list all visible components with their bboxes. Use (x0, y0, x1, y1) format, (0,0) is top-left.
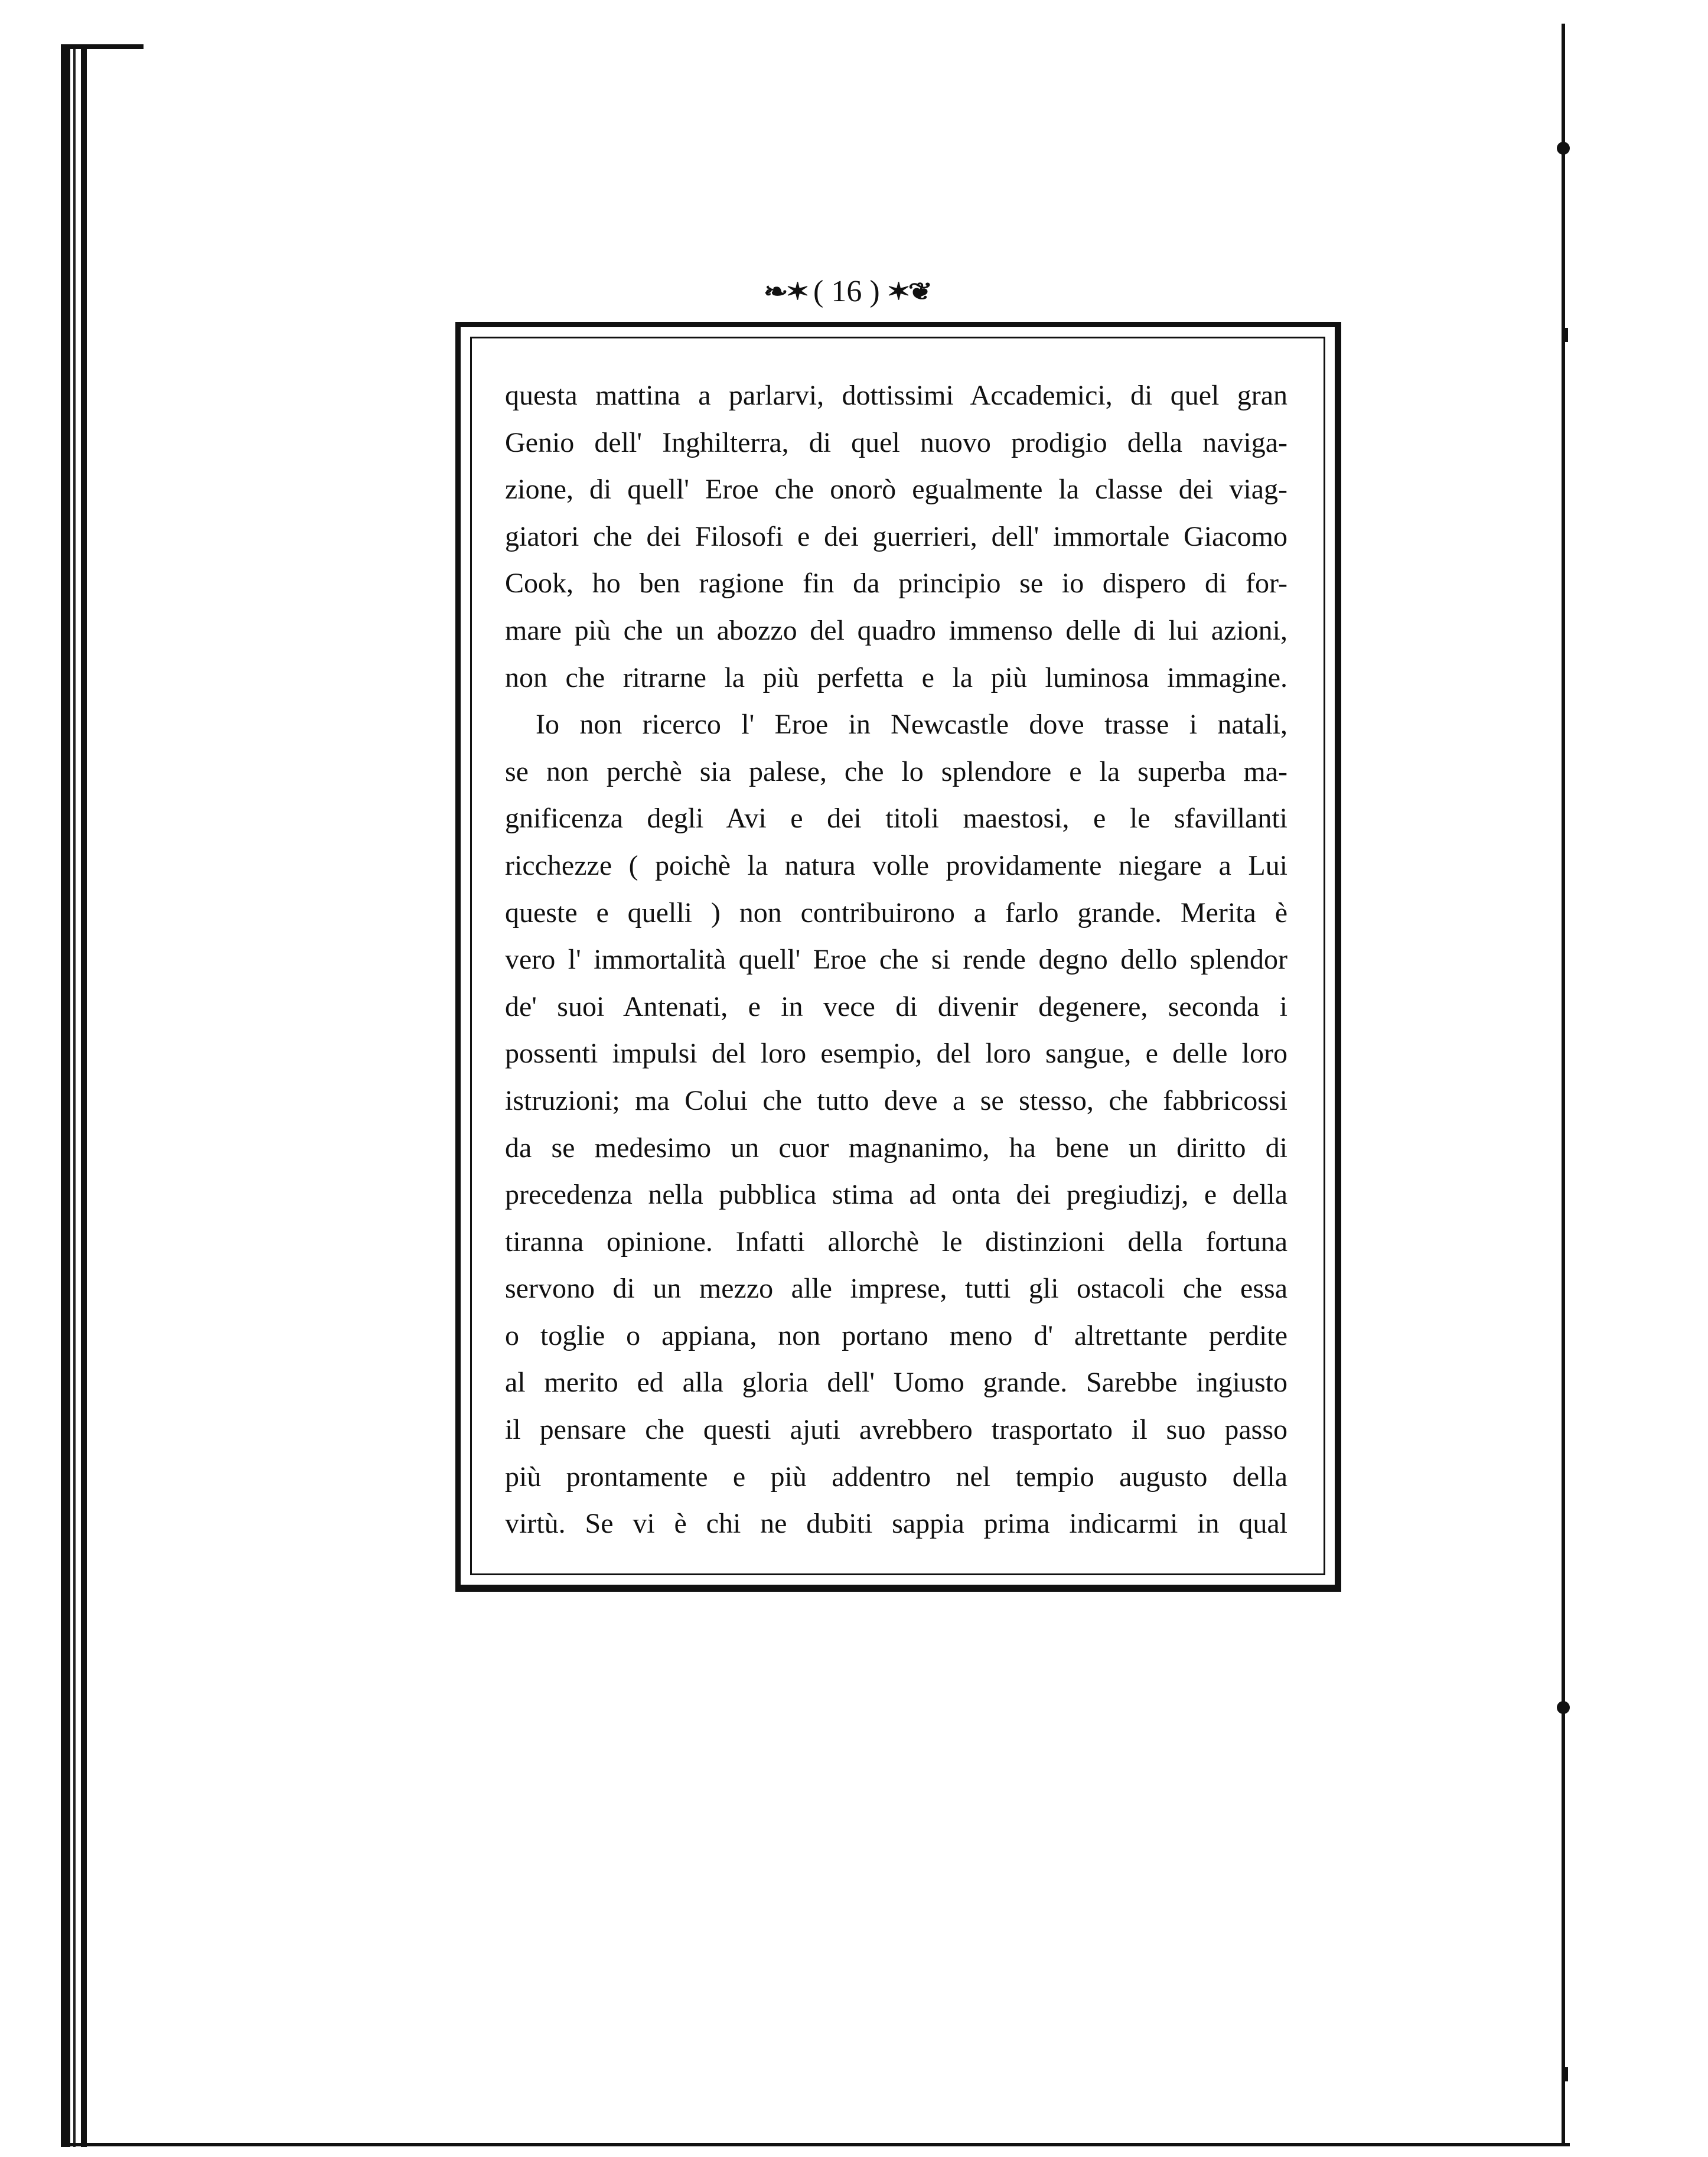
text-line: tiranna opinione. Infatti allorchè le distinzioni della fortuna (505, 1226, 1287, 1257)
text-line: il pensare che questi ajuti avrebbero trasportato il suo passo (505, 1414, 1287, 1446)
paragraph-first-line: Io non ricerco l' Eroe in Newcastle dove trasse i natali, (536, 709, 1287, 741)
text-line: al merito ed alla gloria dell' Uomo grande. Sarebbe ingiusto (505, 1367, 1287, 1399)
text-line: zione, di quell' Eroe che onorò egualmente la classe dei viag- (505, 474, 1287, 506)
text-line: ricchezze ( poichè la natura volle providamente niegare a Lui (505, 849, 1287, 881)
text-line: o toglie o appiana, non portano meno d' altrettante perdite (505, 1319, 1287, 1351)
scan-edge-left (61, 44, 70, 2147)
scan-edge-spot (1565, 328, 1568, 342)
scan-edge-top (61, 44, 144, 49)
scan-edge-left-thin (73, 44, 76, 2147)
text-line: giatori che dei Filosofi e dei guerrieri, dell' immortale Giacomo (505, 520, 1287, 552)
scan-edge-spot (1565, 2067, 1568, 2081)
text-line: precedenza nella pubblica stima ad onta dei pregiudizj, e della (505, 1179, 1287, 1211)
text-line: questa mattina a parlarvi, dottissimi Accademici, di quel gran (505, 380, 1287, 411)
text-line: da se medesimo un cuor magnanimo, ha bene un diritto di (505, 1132, 1287, 1164)
scan-edge-mark-icon (1557, 142, 1570, 155)
page-number: ( 16 ) (813, 274, 880, 308)
fleuron-right-icon: ✶❦ (886, 278, 930, 305)
text-line: virtù. Se vi è chi ne dubiti sappia prima indicarmi in qual (505, 1508, 1287, 1540)
fleuron-left-icon: ❧✶ (763, 278, 807, 305)
text-line: non che ritrarne la più perfetta e la più luminosa immagine. (505, 662, 1287, 693)
scan-edge-bottom (61, 2143, 1570, 2146)
text-line: mare più che un abozzo del quadro immenso delle di lui azioni, (505, 614, 1287, 646)
page-header (763, 271, 1004, 312)
text-line: Genio dell' Inghilterra, di quel nuovo prodigio della naviga- (505, 426, 1287, 458)
text-line: servono di un mezzo alle imprese, tutti gli ostacoli che essa (505, 1273, 1287, 1305)
text-line: de' suoi Antenati, e in vece di divenir degenere, seconda i (505, 990, 1287, 1022)
text-line: possenti impulsi del loro esempio, del loro sangue, e delle loro (505, 1038, 1287, 1070)
text-line: vero l' immortalità quell' Eroe che si rende degno dello splendor (505, 944, 1287, 976)
text-line: più prontamente e più addentro nel tempio augusto della (505, 1461, 1287, 1493)
text-line: queste e quelli ) non contribuirono a farlo grande. Merita è (505, 897, 1287, 928)
scan-edge-left-inner (81, 44, 87, 2147)
body-text (505, 372, 1287, 1547)
text-line: se non perchè sia palese, che lo splendore e la superba ma- (505, 755, 1287, 787)
text-line: istruzioni; ma Colui che tutto deve a se stesso, che fabbricossi (505, 1084, 1287, 1116)
text-line: gnificenza degli Avi e dei titoli maestosi, e le sfavillanti (505, 803, 1287, 835)
scan-edge-mark-icon (1557, 1701, 1570, 1714)
text-line: Cook, ho ben ragione fin da principio se io dispero di for- (505, 568, 1287, 599)
